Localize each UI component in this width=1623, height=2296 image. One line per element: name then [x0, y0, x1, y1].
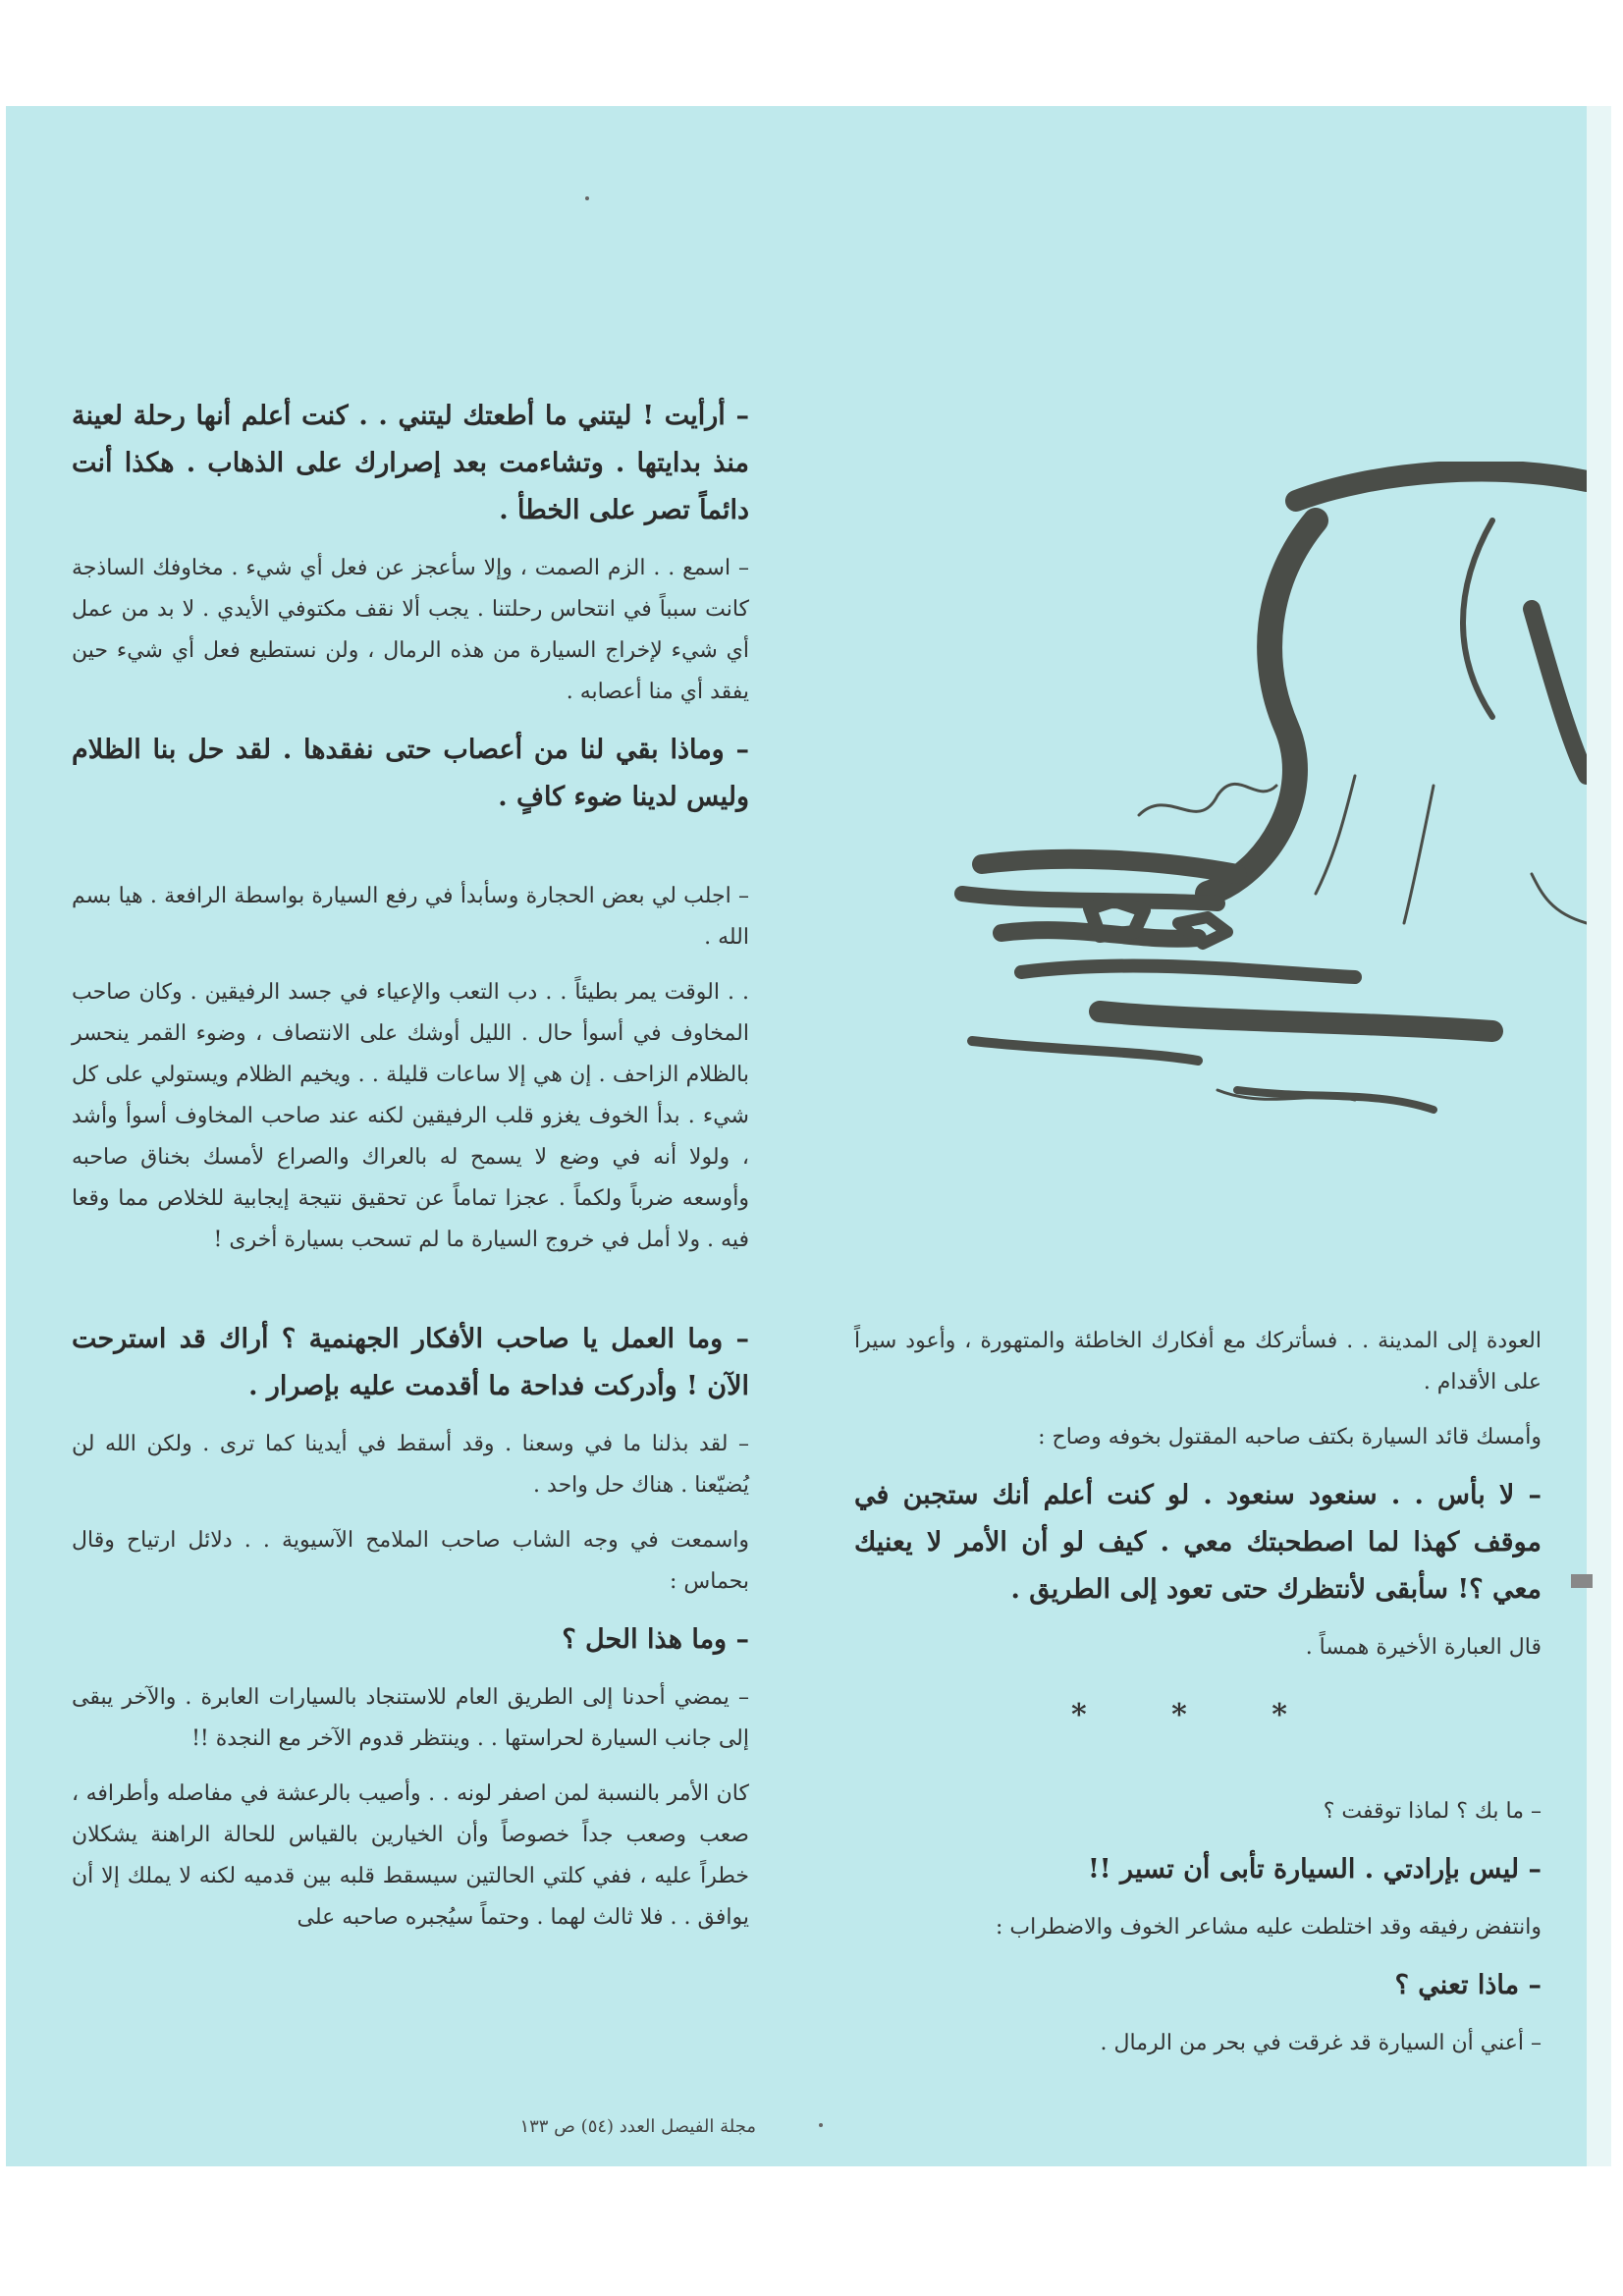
page-edge-strip — [1587, 106, 1611, 2166]
paragraph: – ما بك ؟ لماذا توقفت ؟ — [1323, 1799, 1542, 1824]
paragraph: وانتفض رفيقه وقد اختلطت عليه مشاعر الخوف والاضطراب : — [996, 1915, 1542, 1940]
paragraph-gap — [72, 835, 749, 876]
paragraph: العودة إلى المدينة . . فسأتركك مع أفكارك الخاطئة والمتهورة ، وأعود سيراً على الأقدام . — [854, 1329, 1542, 1394]
paragraph: – يمضي أحدنا إلى الطريق العام للاستنجاد بالسيارات العابرة . والآخر يبقى إلى جانب السيارة لحراستها . . وينتظر قدوم الآخر مع النجدة !! — [72, 1685, 749, 1751]
paragraph: قال العبارة الأخيرة همساً . — [1305, 1635, 1542, 1660]
dialogue-line: – وما العمل يا صاحب الأفكار الجهنمية ؟ أراك قد استرحت الآن ! وأدركت فداحة ما أقدمت عليه بإصرار . — [72, 1324, 749, 1401]
paragraph: . . الوقت يمر بطيئاً . . دب التعب والإعياء في جسد الرفيقين . وكان صاحب المخاوف في أسوأ حال . الليل أوشك على الانتصاف ، وضوء القمر ينحسر بالظلام الزاحف . إن هي إلا ساعات قليلة . . ويخيم الظلام ويستولي على كل شيء . بدأ الخوف يغزو قلب الرفيقين لكنه عند صاحب المخاوف أسوأ وأشد ، ولولا أنه في وضع لا يسمح له بالعراك والصراع لأمسك بخناق صاحبه وأوسعه ضرباً ولكماً . عجزا تماماً عن تحقيق نتيجة إيجابية للخلاص مما وقعا فيه . ولا أمل في خروج السيارة ما لم تسحب بسيارة أخرى ! — [72, 980, 749, 1252]
page-footer: مجلة الفيصل العدد (٥٤) ص ١٣٣ — [519, 2116, 756, 2137]
paragraph: – اسمع . . الزم الصمت ، وإلا سأعجز عن فعل أي شيء . مخاوفك الساذجة كانت سبباً في انتحاس رحلتنا . يجب ألا نقف مكتوفي الأيدي . لا بد من عمل أي شيء لإخراج السيارة من هذه الرمال ، ولن نستطيع فعل أي شيء حين يفقد أي منا أعصابه . — [72, 556, 749, 704]
page-edge-tab — [1571, 1574, 1593, 1588]
paragraph-gap — [72, 1275, 749, 1316]
speck — [819, 2123, 823, 2127]
paragraph: واسمعت في وجه الشاب صاحب الملامح الآسيوية . . دلائل ارتياح وقال بحماس : — [72, 1528, 749, 1594]
dialogue-line: – وما هذا الحل ؟ — [562, 1624, 749, 1655]
left-text-column — [72, 393, 749, 1952]
paragraph: – اجلب لي بعض الحجارة وسأبدأ في رفع السيارة بواسطة الرافعة . هيا بسم الله . — [72, 884, 749, 950]
speck — [585, 196, 589, 200]
paragraph: كان الأمر بالنسبة لمن اصفر لونه . . وأصيب بالرعشة في مفاصله وأطرافه ، صعب وصعب جداً خصوصاً وأن الخيارين بالقياس للحالة الراهنة يشكلان خطراً عليه ، ففي كلتي الحالتين سيسقط قلبه بين قدميه لكنه لا يملك إلا أن يوافق . . فلا ثالث لهما . وحتماً سيُجبره صاحبه على — [72, 1781, 749, 1930]
dialogue-line: – ماذا تعني ؟ — [1394, 1970, 1542, 2000]
dialogue-line: – أرأيت ! ليتني ما أطعتك ليتني . . كنت أعلم أنها رحلة لعينة منذ بدايتها . وتشاءمت بعد إصرارك على الذهاب . هكذا أنت دائماً تصر على الخطأ . — [72, 401, 749, 525]
dialogue-line: – وماذا بقي لنا من أعصاب حتى نفقدها . لقد حل بنا الظلام وليس لدينا ضوء كافٍ . — [72, 735, 749, 812]
paragraph: – لقد بذلنا ما في وسعنا . وقد أسقط في أيدينا كما ترى . ولكن الله لن يُضيّعنا . هناك حل واحد . — [72, 1432, 749, 1498]
section-separator: * * * — [1071, 1698, 1325, 1732]
paragraph: – أعني أن السيارة قد غرقت في بحر من الرمال . — [1100, 2031, 1542, 2055]
desert-car-sketch-icon — [943, 462, 1587, 1169]
dialogue-line: – لا بأس . . سنعود سنعود . لو كنت أعلم أنك ستجبن في موقف كهذا لما اصطحبتك معي . كيف لو أن الأمر لا يعنيك معي ؟! سأبقى لأنتظرك حتى تعود إلى الطريق . — [854, 1480, 1542, 1605]
right-text-column — [854, 1321, 1542, 2078]
paragraph: وأمسك قائد السيارة بكتف صاحبه المقتول بخوفه وصاح : — [1038, 1425, 1542, 1449]
dialogue-line: – ليس بإرادتي . السيارة تأبى أن تسير !! — [1087, 1854, 1542, 1885]
